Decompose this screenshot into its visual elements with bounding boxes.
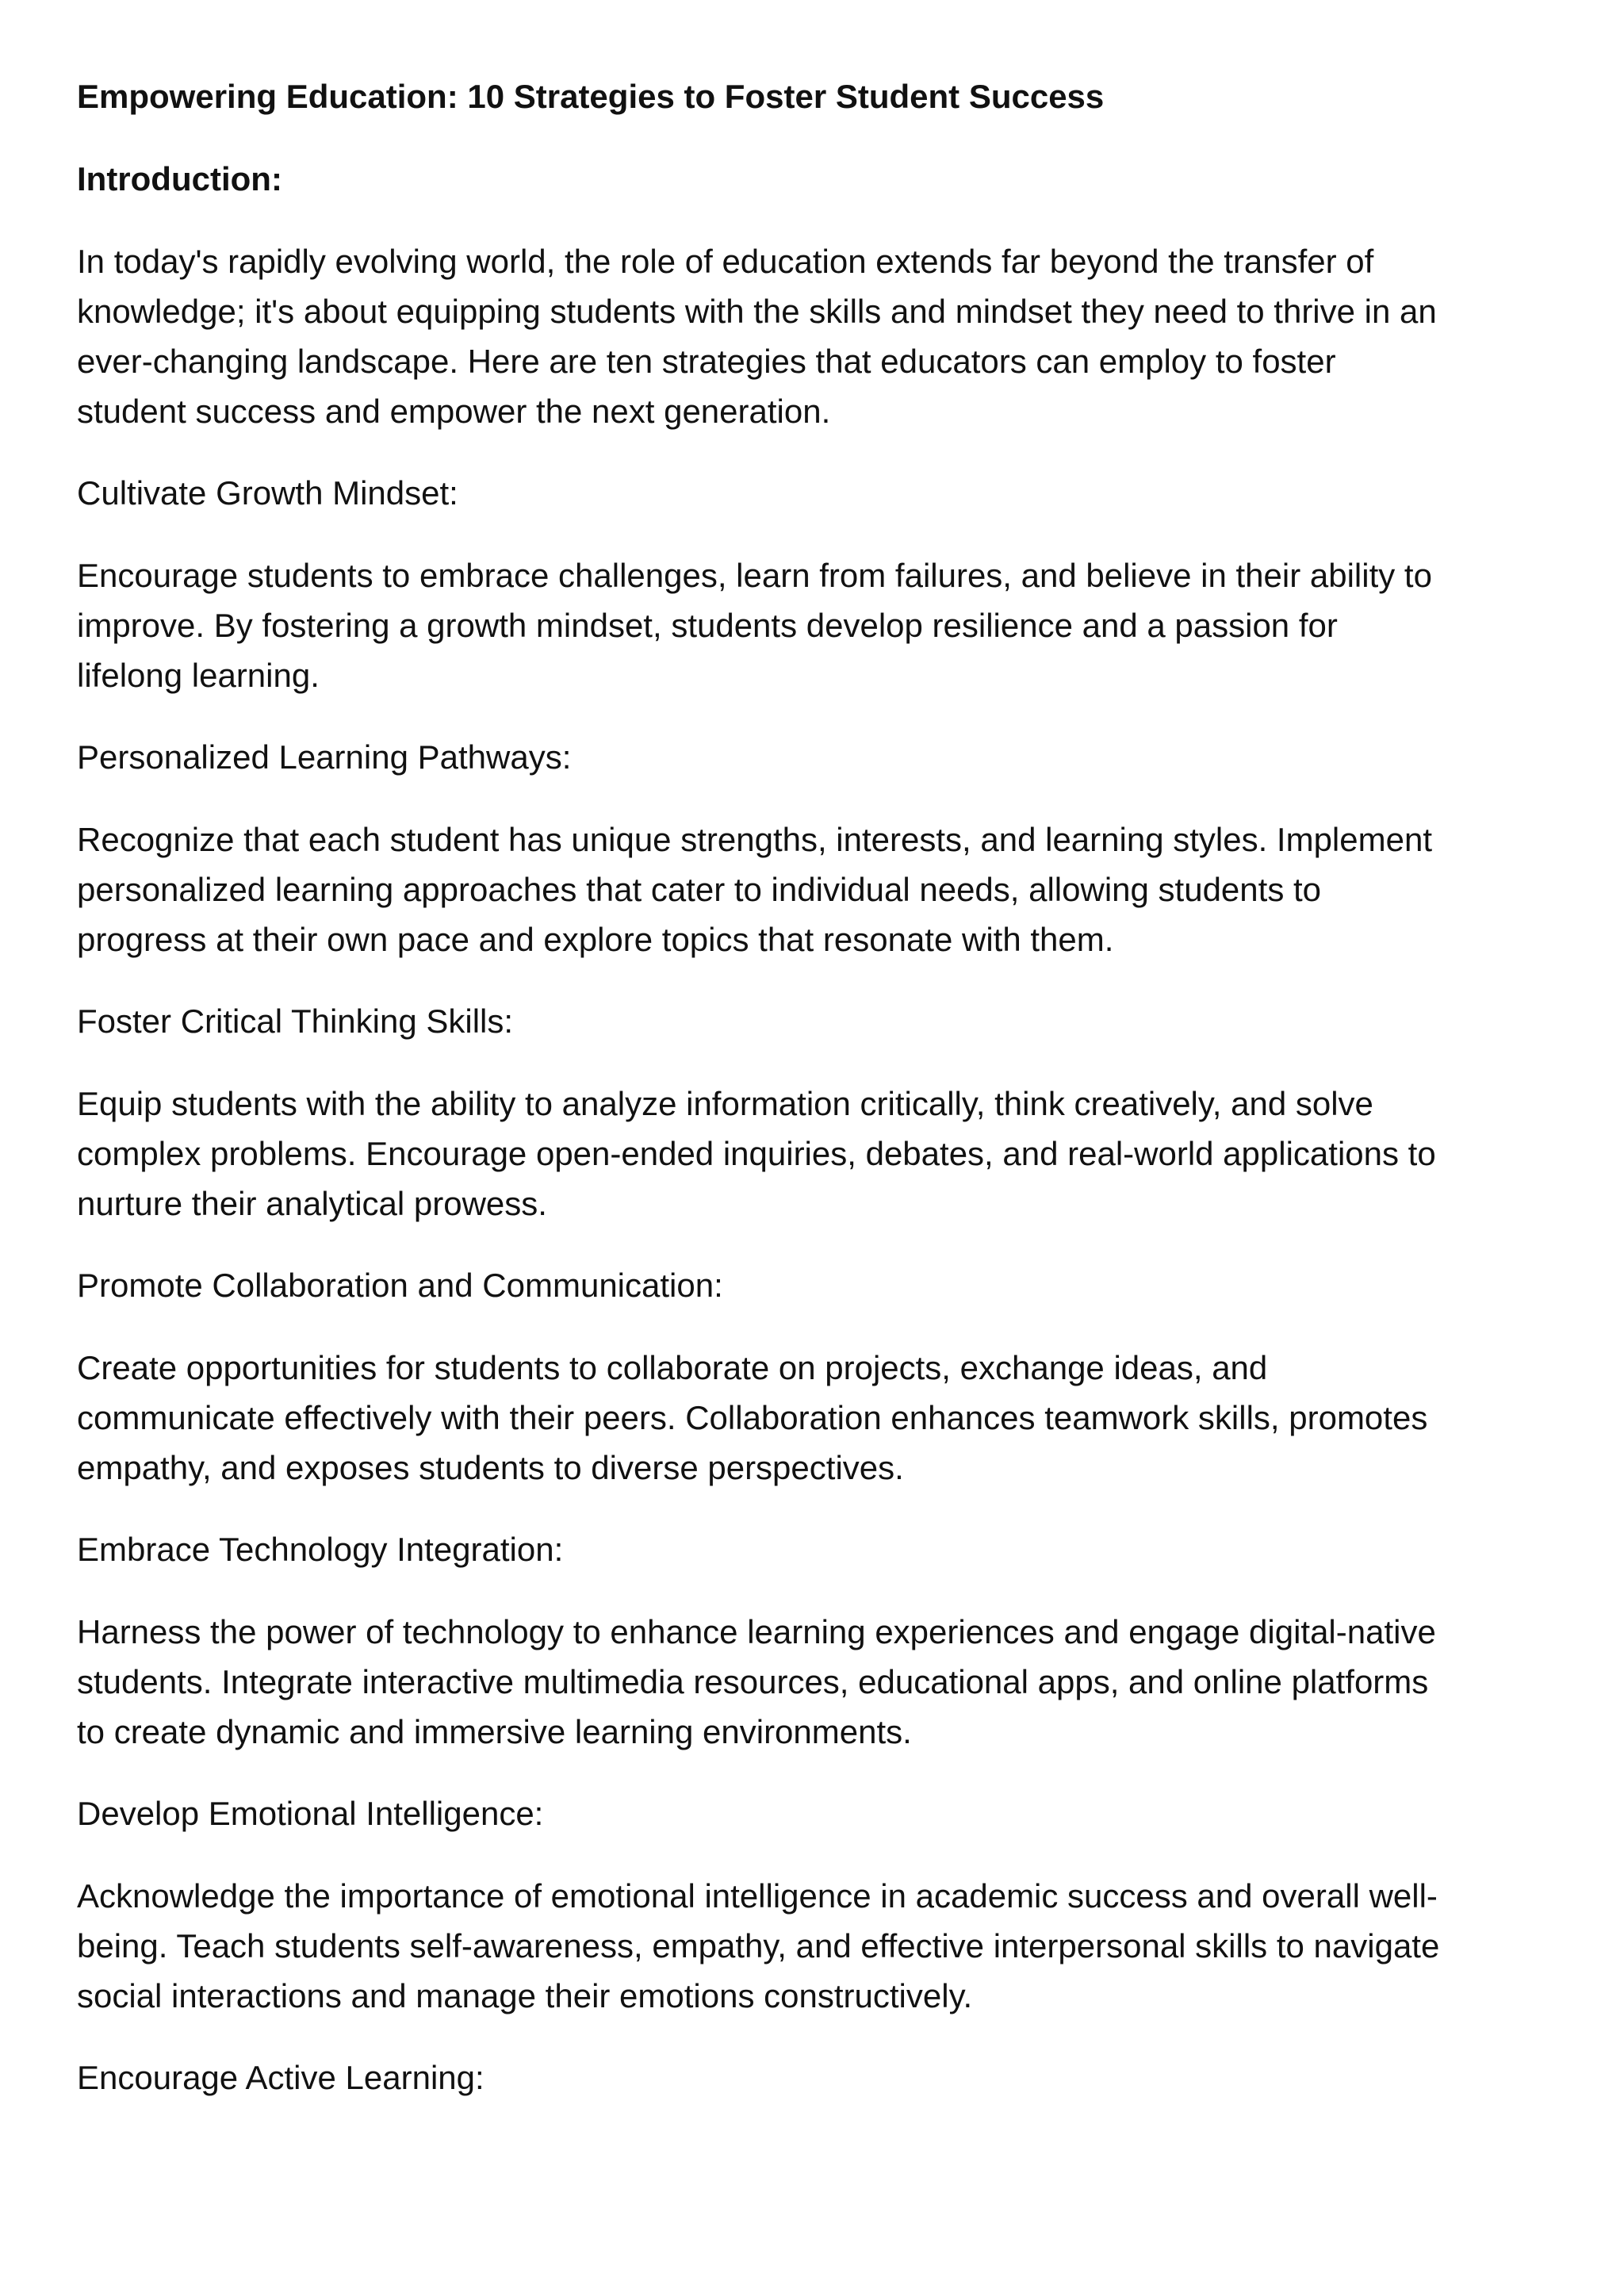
section-paragraph-collaboration — [77, 1343, 1592, 1493]
paragraph-line: social interactions and manage their emotions constructively. — [77, 1977, 973, 2014]
paragraph-line: ever-changing landscape. Here are ten strategies that educators can employ to foster — [77, 343, 1336, 380]
paragraph-line: knowledge; it's about equipping students with the skills and mindset they need to thrive in an — [77, 293, 1437, 330]
section-heading-technology: Embrace Technology Integration: — [77, 1531, 564, 1568]
paragraph-line: lifelong learning. — [77, 657, 320, 694]
section-paragraph-critical-thinking — [77, 1079, 1592, 1228]
paragraph-line: Acknowledge the importance of emotional intelligence in academic success and overall well- — [77, 1877, 1438, 1915]
paragraph-line: students. Integrate interactive multimedia resources, educational apps, and online platforms — [77, 1663, 1429, 1700]
section-heading-active-learning: Encourage Active Learning: — [77, 2059, 485, 2096]
paragraph-line: complex problems. Encourage open-ended inquiries, debates, and real-world applications to — [77, 1135, 1436, 1172]
paragraph-line: nurture their analytical prowess. — [77, 1185, 547, 1222]
section-paragraph-personalized-learning — [77, 815, 1592, 964]
section-heading-personalized-learning: Personalized Learning Pathways: — [77, 738, 572, 776]
paragraph-line: improve. By fostering a growth mindset, students develop resilience and a passion for — [77, 607, 1338, 644]
paragraph-line: student success and empower the next generation. — [77, 393, 831, 430]
paragraph-line: In today's rapidly evolving world, the role of education extends far beyond the transfer of — [77, 243, 1374, 280]
section-heading-growth-mindset: Cultivate Growth Mindset: — [77, 474, 458, 512]
section-heading-critical-thinking: Foster Critical Thinking Skills: — [77, 1002, 514, 1040]
paragraph-line: Create opportunities for students to collaborate on projects, exchange ideas, and — [77, 1349, 1268, 1386]
paragraph-line: Recognize that each student has unique strengths, interests, and learning styles. Implement — [77, 821, 1432, 858]
paragraph-line: communicate effectively with their peers. Collaboration enhances teamwork skills, promotes — [77, 1399, 1428, 1436]
section-heading-collaboration: Promote Collaboration and Communication: — [77, 1267, 723, 1304]
intro-paragraph — [77, 236, 1592, 436]
paragraph-line: Equip students with the ability to analyze information critically, think creatively, and solve — [77, 1085, 1373, 1122]
document-title: Empowering Education: 10 Strategies to Foster Student Success — [77, 78, 1105, 115]
paragraph-line: empathy, and exposes students to diverse perspectives. — [77, 1449, 904, 1486]
section-paragraph-growth-mindset — [77, 550, 1592, 700]
section-heading-emotional-intelligence: Develop Emotional Intelligence: — [77, 1795, 544, 1832]
paragraph-line: progress at their own pace and explore topics that resonate with them. — [77, 921, 1114, 958]
paragraph-line: to create dynamic and immersive learning environments. — [77, 1713, 912, 1750]
paragraph-line: being. Teach students self-awareness, empathy, and effective interpersonal skills to navigate — [77, 1927, 1440, 1964]
paragraph-line: personalized learning approaches that cater to individual needs, allowing students to — [77, 871, 1322, 908]
section-paragraph-technology — [77, 1607, 1592, 1757]
section-paragraph-emotional-intelligence — [77, 1871, 1592, 2021]
paragraph-line: Harness the power of technology to enhance learning experiences and engage digital-native — [77, 1613, 1436, 1650]
intro-heading: Introduction: — [77, 160, 282, 197]
paragraph-line: Encourage students to embrace challenges, learn from failures, and believe in their ability to — [77, 557, 1432, 594]
